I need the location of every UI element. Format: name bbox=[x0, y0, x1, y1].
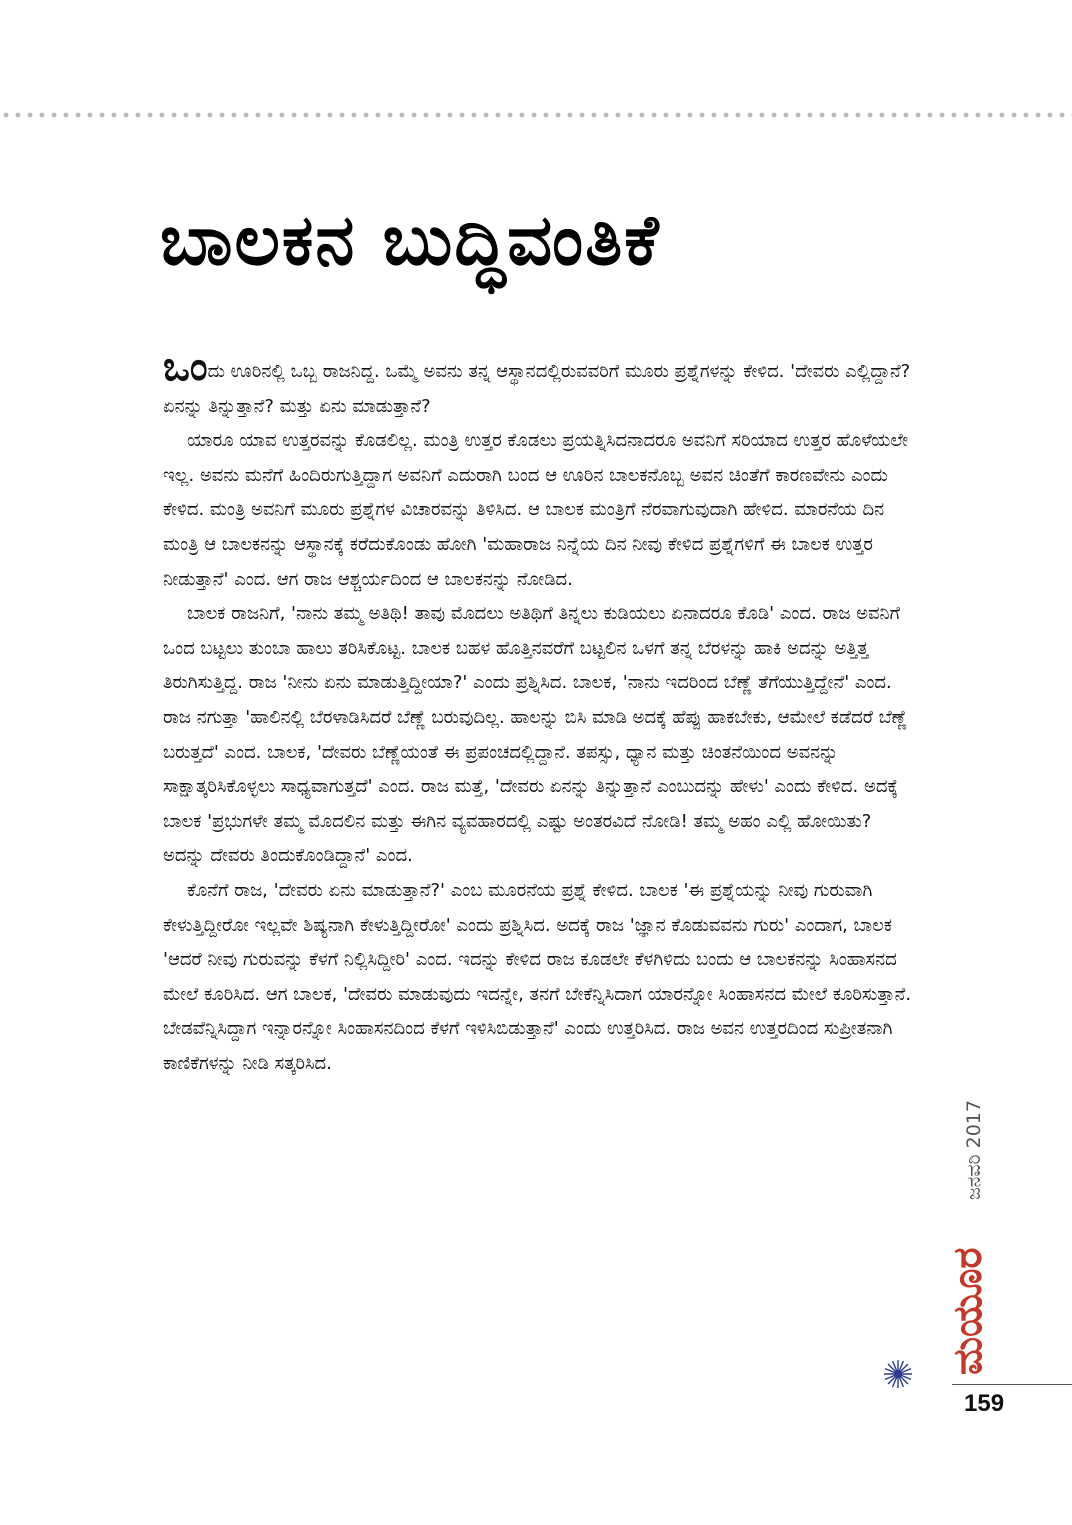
issue-date: ಜನವರಿ 2017 bbox=[963, 1100, 985, 1200]
paragraph-text: ದು ಊರಿನಲ್ಲಿ ಒಬ್ಬ ರಾಜನಿದ್ದ. ಒಮ್ಮೆ ಅವನು ತನ್ನ ಆಸ್ಥಾನದಲ್ಲಿರುವವರಿಗೆ ಮೂರು ಪ್ರಶ್ನೆಗಳನ್ನು ಕೇಳಿದ. 'ದೇವರು ಎಲ್ಲಿದ್ದಾನೆ? ಏನನ್ನು ತಿನ್ನುತ್ತಾನೆ? ಮತ್ತು ಏನು ಮಾಡುತ್ತಾನೆ? bbox=[163, 361, 911, 417]
page-title: ಬಾಲಕನ ಬುದ್ಧಿವಂತಿಕೆ bbox=[160, 199, 661, 281]
article-body bbox=[163, 344, 913, 1081]
article-paragraph bbox=[163, 344, 913, 424]
page-number: 159 bbox=[964, 1390, 1005, 1417]
sun-ornament-icon bbox=[883, 1359, 913, 1389]
article-paragraph: ಕೊನೆಗೆ ರಾಜ, 'ದೇವರು ಏನು ಮಾಡುತ್ತಾನೆ?' ಎಂಬ ಮೂರನೆಯ ಪ್ರಶ್ನೆ ಕೇಳಿದ. ಬಾಲಕ 'ಈ ಪ್ರಶ್ನೆಯನ್ನು ನೀವು ಗುರುವಾಗಿ ಕೇಳುತ್ತಿದ್ದೀರೋ ಇಲ್ಲವೇ ಶಿಷ್ಯನಾಗಿ ಕೇಳುತ್ತಿದ್ದೀರೋ' ಎಂದು ಪ್ರಶ್ನಿಸಿದ. ಅದಕ್ಕೆ ರಾಜ 'ಜ್ಞಾನ ಕೊಡುವವನು ಗುರು' ಎಂದಾಗ, ಬಾಲಕ 'ಆದರೆ ನೀವು ಗುರುವನ್ನು ಕೆಳಗೆ ನಿಲ್ಲಿಸಿದ್ದೀರಿ' ಎಂದ. ಇದನ್ನು ಕೇಳಿದ ರಾಜ ಕೂಡಲೇ ಕೆಳಗಿಳಿದು ಬಂದು ಆ ಬಾಲಕನನ್ನು ಸಿಂಹಾಸನದ ಮೇಲೆ ಕೂರಿಸಿದ. ಆಗ ಬಾಲಕ, 'ದೇವರು ಮಾಡುವುದು ಇದನ್ನೇ, ತನಗೆ ಬೇಕೆನ್ನಿಸಿದಾಗ ಯಾರನ್ನೋ ಸಿಂಹಾಸನದ ಮೇಲೆ ಕೂರಿಸುತ್ತಾನೆ. ಬೇಡವೆನ್ನಿಸಿದ್ದಾಗ ಇನ್ನಾರನ್ನೋ ಸಿಂಹಾಸನದಿಂದ ಕೆಳಗೆ ಇಳಿಸಿಬಿಡುತ್ತಾನೆ' ಎಂದು ಉತ್ತರಿಸಿದ. ರಾಜ ಅವನ ಉತ್ತರದಿಂದ ಸುಪ್ರೀತನಾಗಿ ಕಾಣಿಕೆಗಳನ್ನು ನೀಡಿ ಸತ್ಕರಿಸಿದ. bbox=[163, 879, 912, 1074]
drop-cap: ಒಂ bbox=[163, 344, 208, 390]
article-paragraph: ಯಾರೂ ಯಾವ ಉತ್ತರವನ್ನು ಕೊಡಲಿಲ್ಲ. ಮಂತ್ರಿ ಉತ್ತರ ಕೊಡಲು ಪ್ರಯತ್ನಿಸಿದನಾದರೂ ಅವನಿಗೆ ಸರಿಯಾದ ಉತ್ತರ ಹೊಳೆಯಲೇ ಇಲ್ಲ. ಅವನು ಮನೆಗೆ ಹಿಂದಿರುಗುತ್ತಿದ್ದಾಗ ಅವನಿಗೆ ಎದುರಾಗಿ ಬಂದ ಆ ಊರಿನ ಬಾಲಕನೊಬ್ಬ ಅವನ ಚಿಂತೆಗೆ ಕಾರಣವೇನು ಎಂದು ಕೇಳಿದ. ಮಂತ್ರಿ ಅವನಿಗೆ ಮೂರು ಪ್ರಶ್ನೆಗಳ ವಿಚಾರವನ್ನು ತಿಳಿಸಿದ. ಆ ಬಾಲಕ ಮಂತ್ರಿಗೆ ನೆರವಾಗುವುದಾಗಿ ಹೇಳಿದ. ಮಾರನೆಯ ದಿನ ಮಂತ್ರಿ ಆ ಬಾಲಕನನ್ನು ಆಸ್ಥಾನಕ್ಕೆ ಕರೆದುಕೊಂಡು ಹೋಗಿ 'ಮಹಾರಾಜ ನಿನ್ನೆಯ ದಿನ ನೀವು ಕೇಳಿದ ಪ್ರಶ್ನೆಗಳಿಗೆ ಈ ಬಾಲಕ ಉತ್ತರ ನೀಡುತ್ತಾನೆ' ಎಂದ. ಆಗ ರಾಜ ಆಶ್ಚರ್ಯದಿಂದ ಆ ಬಾಲಕನನ್ನು ನೋಡಿದ. bbox=[163, 430, 908, 590]
article-paragraph: ಬಾಲಕ ರಾಜನಿಗೆ, 'ನಾನು ತಮ್ಮ ಅತಿಥಿ! ತಾವು ಮೊದಲು ಅತಿಥಿಗೆ ತಿನ್ನಲು ಕುಡಿಯಲು ಏನಾದರೂ ಕೊಡಿ' ಎಂದ. ರಾಜ ಅವನಿಗೆ ಒಂದ ಬಟ್ಟಲು ತುಂಬಾ ಹಾಲು ತರಿಸಿಕೊಟ್ಟ. ಬಾಲಕ ಬಹಳ ಹೊತ್ತಿನವರೆಗೆ ಬಟ್ಟಲಿನ ಒಳಗೆ ತನ್ನ ಬೆರಳನ್ನು ಹಾಕಿ ಅದನ್ನು ಅತ್ತಿತ್ತ ತಿರುಗಿಸುತ್ತಿದ್ದ. ರಾಜ 'ನೀನು ಏನು ಮಾಡುತ್ತಿದ್ದೀಯಾ?' ಎಂದು ಪ್ರಶ್ನಿಸಿದ. ಬಾಲಕ, 'ನಾನು ಇದರಿಂದ ಬೆಣ್ಣೆ ತೆಗೆಯುತ್ತಿದ್ದೇನೆ' ಎಂದ. ರಾಜ ನಗುತ್ತಾ 'ಹಾಲಿನಲ್ಲಿ ಬೆರಳಾಡಿಸಿದರೆ ಬೆಣ್ಣೆ ಬರುವುದಿಲ್ಲ. ಹಾಲನ್ನು ಬಿಸಿ ಮಾಡಿ ಅದಕ್ಕೆ ಹೆಪ್ಪು ಹಾಕಬೇಕು, ಆಮೇಲೆ ಕಡೆದರೆ ಬೆಣ್ಣೆ ಬರುತ್ತದೆ' ಎಂದ. ಬಾಲಕ, 'ದೇವರು ಬೆಣ್ಣೆಯಂತೆ ಈ ಪ್ರಪಂಚದಲ್ಲಿದ್ದಾನೆ. ತಪಸ್ಸು, ಧ್ಯಾನ ಮತ್ತು ಚಿಂತನೆಯಿಂದ ಅವನನ್ನು ಸಾಕ್ಷಾತ್ಕರಿಸಿಕೊಳ್ಳಲು ಸಾಧ್ಯವಾಗುತ್ತದೆ' ಎಂದ. ರಾಜ ಮತ್ತೆ, 'ದೇವರು ಏನನ್ನು ತಿನ್ನುತ್ತಾನೆ ಎಂಬುದನ್ನು ಹೇಳು' ಎಂದು ಕೇಳಿದ. ಅದಕ್ಕೆ ಬಾಲಕ 'ಪ್ರಭುಗಳೇ ತಮ್ಮ ಮೊದಲಿನ ಮತ್ತು ಈಗಿನ ವ್ಯವಹಾರದಲ್ಲಿ ಎಷ್ಟು ಅಂತರವಿದೆ ನೋಡಿ! ತಮ್ಮ ಅಹಂ ಎಲ್ಲಿ ಹೋಯಿತು? ಅದನ್ನು ದೇವರು ತಿಂದುಕೊಂಡಿದ್ದಾನೆ' ಎಂದ. bbox=[163, 603, 908, 867]
page-number-rule bbox=[952, 1384, 1072, 1385]
dotted-divider bbox=[0, 110, 1072, 120]
magazine-sidebar bbox=[940, 1100, 1010, 1390]
magazine-logo: ಮಯೂರ bbox=[945, 1247, 991, 1375]
